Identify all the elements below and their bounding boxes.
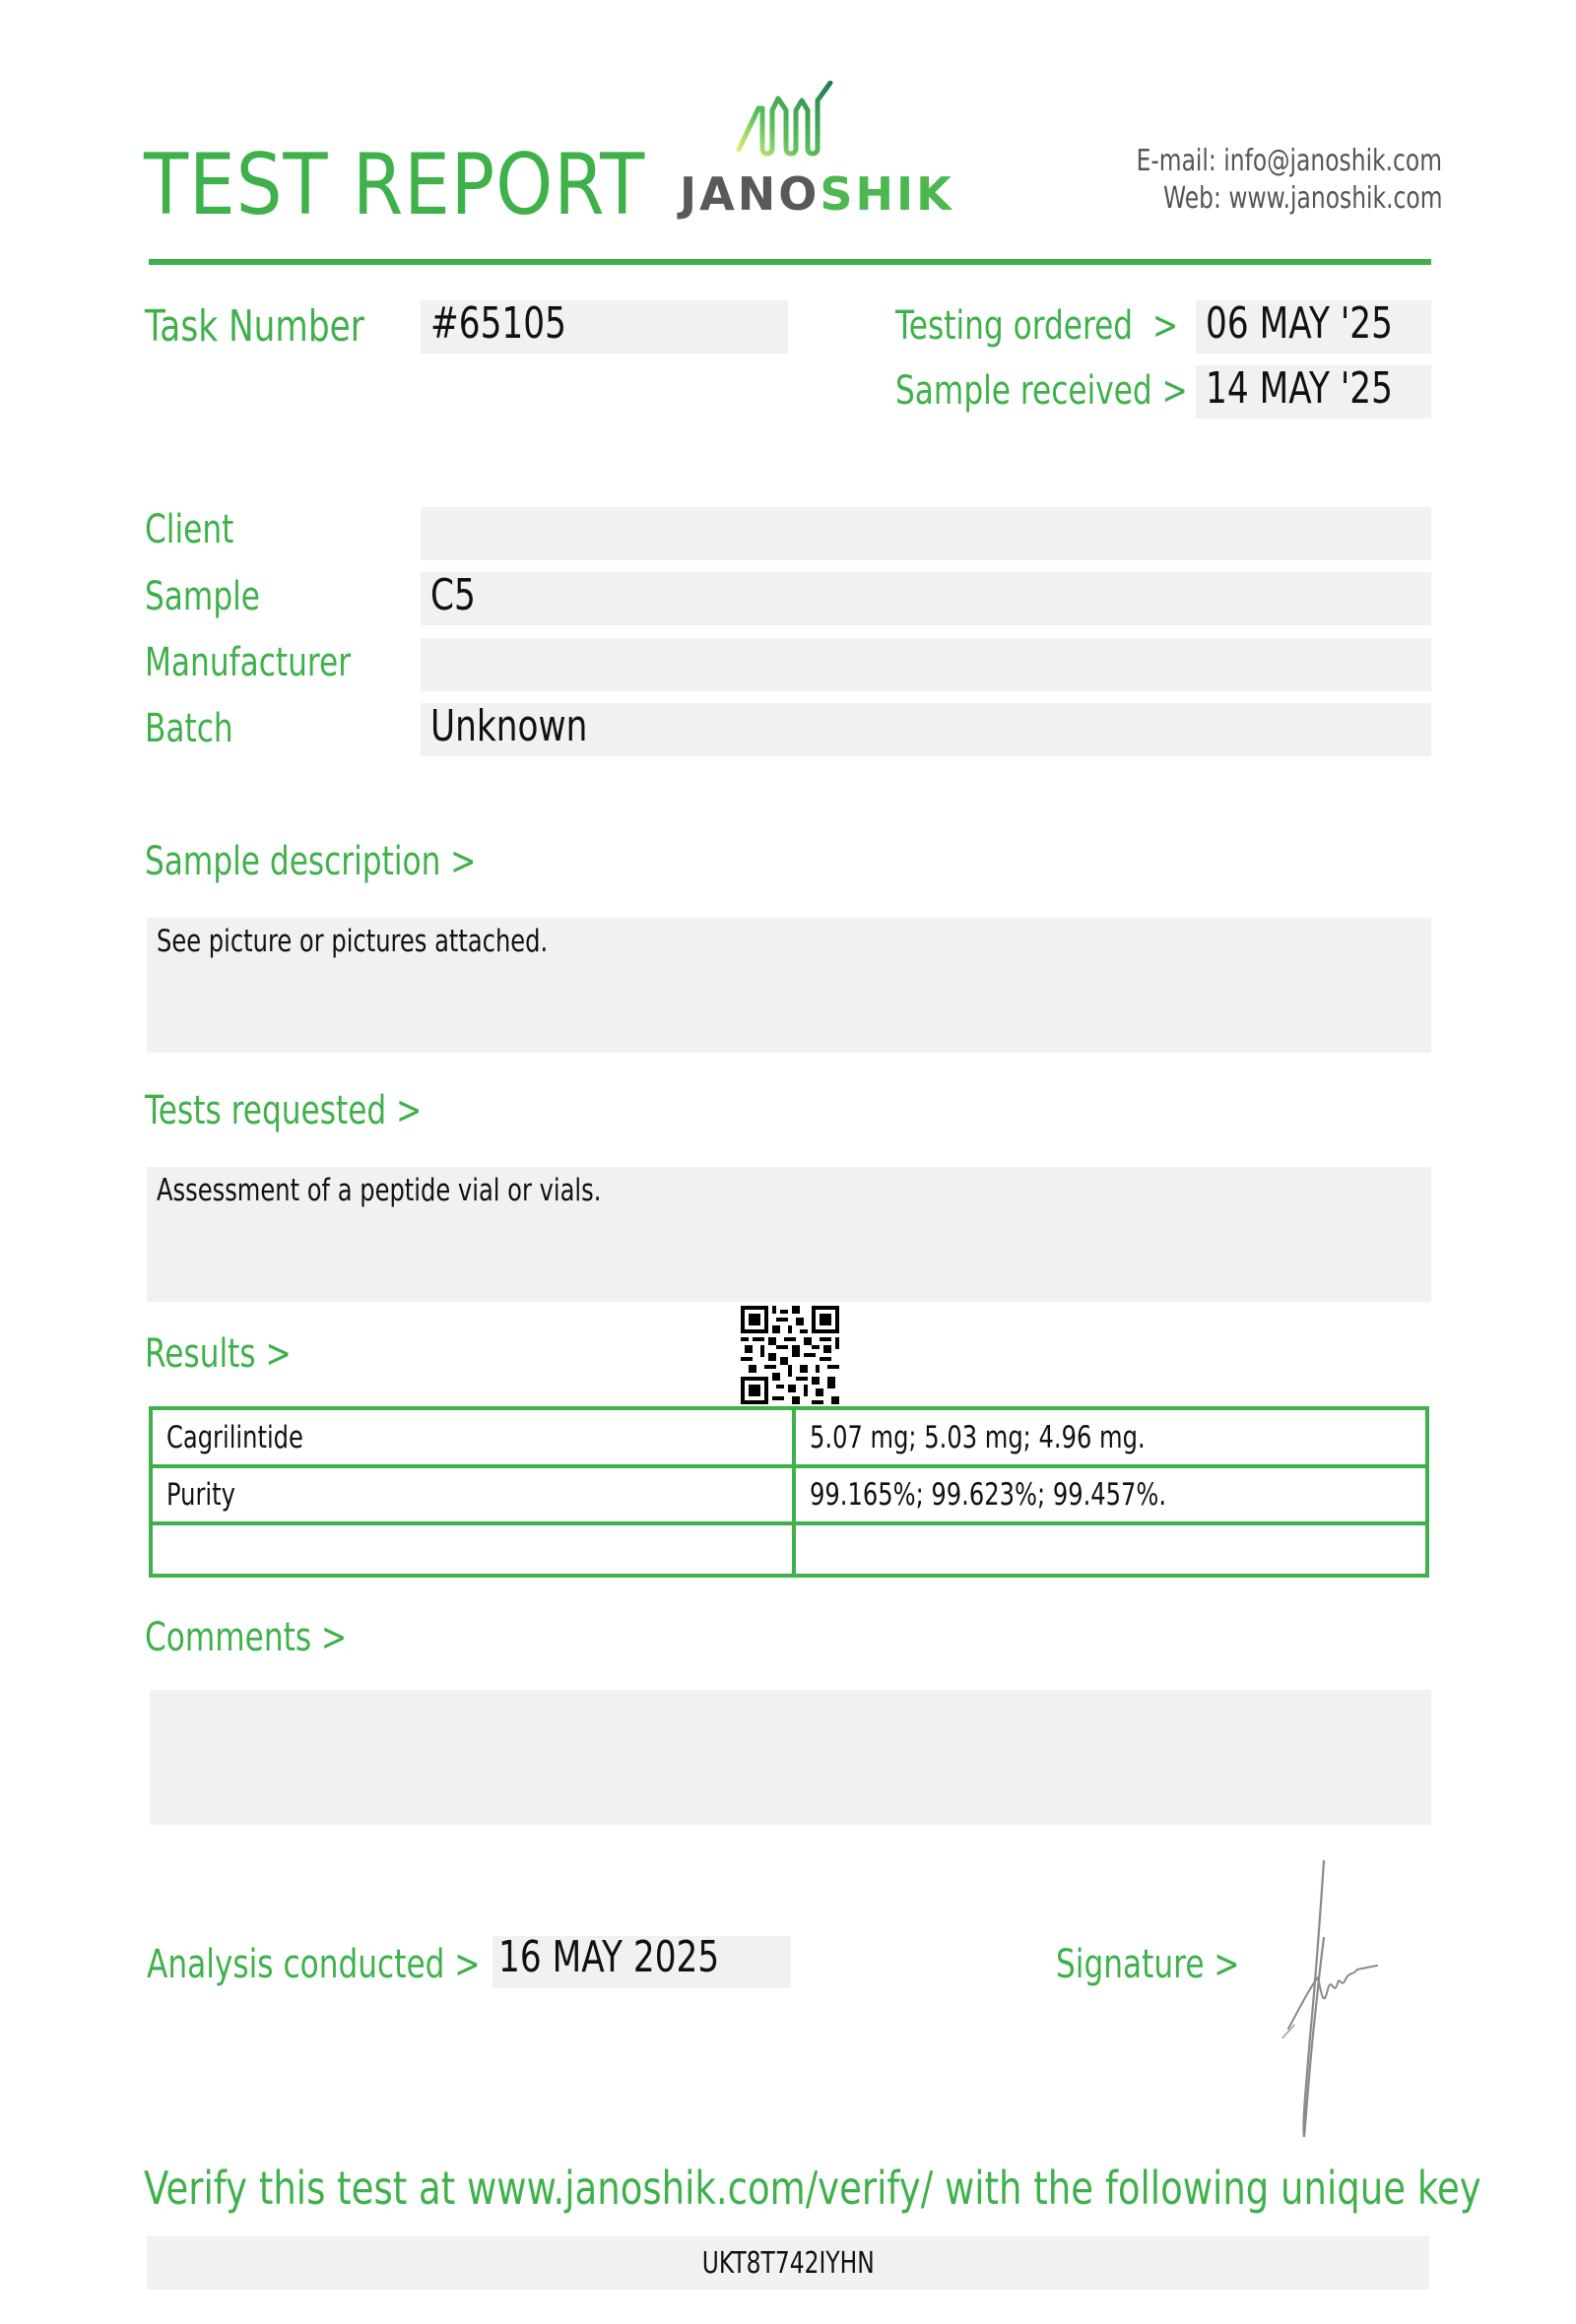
signature-image [1280,1859,1399,2145]
logo-wordmark: JANOSHIK [680,167,954,221]
qr-code-icon[interactable] [741,1306,839,1404]
unique-key-field [147,2236,1429,2290]
results-heading: Results > [145,1331,292,1377]
testing-ordered-field: 06 MAY '25 [1196,300,1431,354]
result-value-cell: 99.165%; 99.623%; 99.457%. [810,1477,1167,1513]
tests-requested-box: Assessment of a peptide vial or vials. [147,1167,1431,1302]
email-link[interactable]: info@janoshik.com [1223,144,1442,178]
testing-ordered-label: Testing ordered > [895,303,1179,349]
analysis-date-field: 16 MAY 2025 [492,1936,791,1988]
manufacturer-label: Manufacturer [145,640,352,685]
comments-heading: Comments > [145,1615,348,1660]
web-link[interactable]: www.janoshik.com [1227,181,1442,216]
result-name-cell: Purity [153,1468,796,1521]
client-field [421,507,1431,560]
sample-description-box: See picture or pictures attached. [147,918,1431,1053]
analysis-conducted-label: Analysis conducted > [147,1942,481,1987]
tests-requested-heading: Tests requested > [145,1088,423,1133]
signature-label: Signature > [1056,1942,1240,1987]
janoshik-chart-icon [680,81,902,164]
sample-received-label: Sample received > [895,368,1188,414]
results-table [149,1406,1429,1578]
comments-box [150,1690,1431,1825]
unique-key-value[interactable]: UKT8T742IYHN [701,2245,875,2281]
sample-label: Sample [145,574,260,619]
header-divider [149,259,1431,265]
manufacturer-field [421,638,1431,691]
sample-received-field: 14 MAY '25 [1196,365,1431,419]
result-value-cell [796,1525,1425,1578]
result-value-cell: 5.07 mg; 5.03 mg; 4.96 mg. [810,1419,1146,1455]
sample-field: C5 [421,572,1431,625]
task-number-field: #65105 [421,300,788,354]
janoshik-logo [680,81,954,221]
task-number-label: Task Number [145,301,364,352]
batch-field: Unknown [421,703,1431,756]
result-name-cell: Cagrilintide [153,1410,796,1464]
sample-description-heading: Sample description > [145,839,477,884]
result-name-cell [153,1525,796,1578]
verify-instruction: Verify this test at www.janoshik.com/verify/ with the following unique key [144,2162,1481,2215]
table-row [153,1410,1425,1468]
batch-label: Batch [145,706,233,751]
client-label: Client [145,507,234,552]
contact-email: E-mail: info@janoshik.com [1136,144,1442,178]
contact-web: Web: www.janoshik.com [1162,181,1442,216]
table-row [153,1525,1425,1578]
report-title: TEST REPORT [144,136,646,234]
table-row [153,1468,1425,1525]
